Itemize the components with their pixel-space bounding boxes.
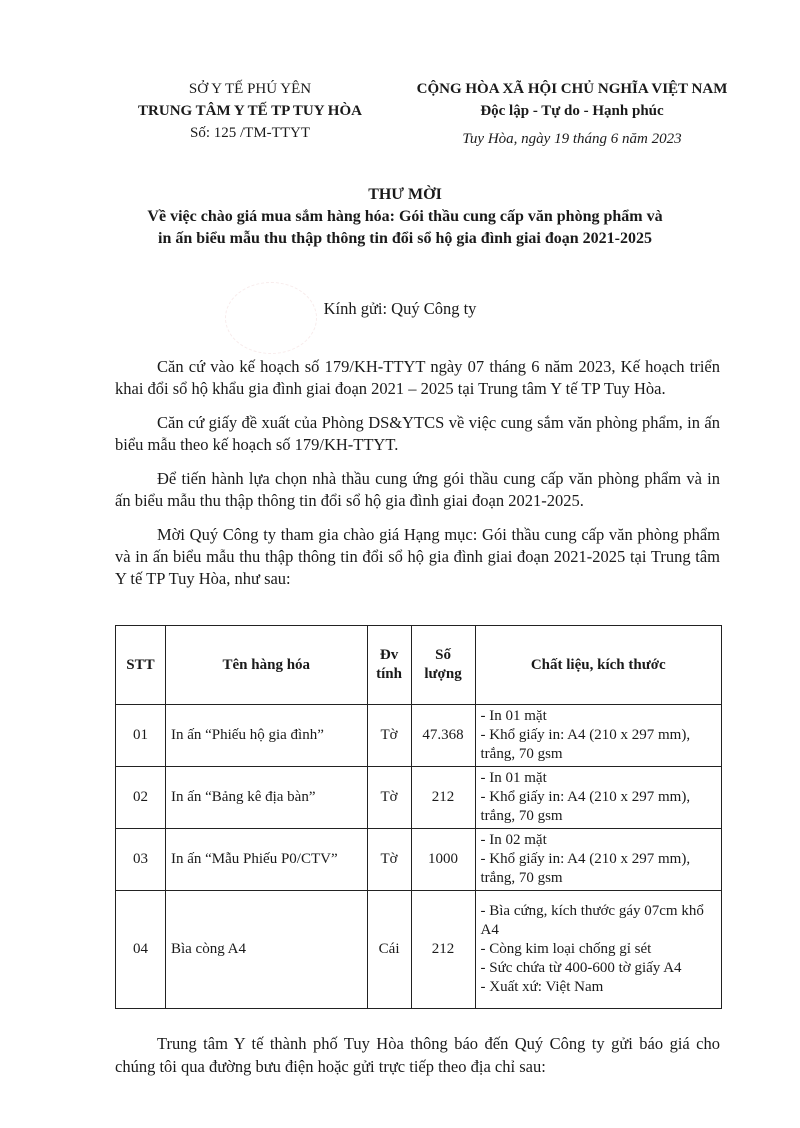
- row-stt: 01: [116, 705, 166, 767]
- goods-table: [115, 625, 722, 1009]
- closing-text: [115, 1032, 720, 1078]
- row-spec: [475, 767, 721, 829]
- table-row: [116, 767, 722, 829]
- row-quantity: 1000: [411, 829, 475, 891]
- row-stt: 03: [116, 829, 166, 891]
- paragraph-4: Mời Quý Công ty tham gia chào giá Hạng mục: Gói thầu cung cấp văn phòng phẩm và in ấn biểu mẫu thu thập thông tin đổi sổ hộ gia đình giai đoạn 2021-2025 tại Trung tâm Y tế TP Tuy Hòa, như sau:: [115, 525, 720, 588]
- national-motto: Độc lập - Tự do - Hạnh phúc: [480, 103, 664, 119]
- paragraph-1: Căn cứ vào kế hoạch số 179/KH-TTYT ngày 07 tháng 6 năm 2023, Kế hoạch triển khai đổi sổ hộ khẩu gia đình giai đoạn 2021 – 2025 tại Trung tâm Y tế TP Tuy Hòa.: [115, 357, 720, 398]
- row-unit: Tờ: [367, 829, 411, 891]
- issuer-header: [100, 78, 400, 144]
- spec-line: - In 01 mặt: [480, 770, 547, 786]
- row-item-name: In ấn “Phiếu hộ gia đình”: [165, 705, 367, 767]
- closing-paragraph: Trung tâm Y tế thành phố Tuy Hòa thông báo đến Quý Công ty gửi báo giá cho chúng tôi qua đường bưu điện hoặc gửi trực tiếp theo địa chỉ sau:: [115, 1034, 720, 1076]
- nation-name: CỘNG HÒA XÃ HỘI CHỦ NGHĨA VIỆT NAM: [416, 81, 728, 97]
- spec-line: - Xuất xứ: Việt Nam: [480, 979, 604, 995]
- row-spec: [475, 891, 721, 1009]
- document-number: Số: 125 /TM-TTYT: [190, 125, 310, 141]
- row-item-name: Bìa còng A4: [165, 891, 367, 1009]
- spec-line: - Khổ giấy in: A4 (210 x 297 mm), trắng, 70 gsm: [480, 789, 691, 824]
- subject-line-2: in ấn biểu mẫu thu thập thông tin đổi sổ hộ gia đình giai đoạn 2021-2025: [158, 230, 652, 247]
- organization-name: TRUNG TÂM Y TẾ TP TUY HÒA: [138, 103, 362, 119]
- row-quantity: 212: [411, 891, 475, 1009]
- spec-line: - Sức chứa từ 400-600 tờ giấy A4: [480, 960, 682, 976]
- paragraph-3: Để tiến hành lựa chọn nhà thầu cung ứng gói thầu cung cấp văn phòng phẩm và in ấn biểu mẫu thu thập thông tin đổi sổ hộ gia đình giai đoạn 2021-2025.: [115, 469, 720, 510]
- header-unit-line1: Đv: [379, 647, 399, 663]
- row-unit: Tờ: [367, 705, 411, 767]
- spec-line: - Bìa cứng, kích thước gáy 07cm khổ A4: [480, 903, 704, 938]
- table-row: [116, 829, 722, 891]
- row-item-name: In ấn “Mẫu Phiếu P0/CTV”: [165, 829, 367, 891]
- table-row: [116, 891, 722, 1009]
- table-header-row: [116, 626, 722, 705]
- row-unit: Tờ: [367, 767, 411, 829]
- table-row: [116, 705, 722, 767]
- title-heading: THƯ MỜI: [368, 186, 442, 203]
- row-stt: 02: [116, 767, 166, 829]
- header-unit: [367, 626, 411, 705]
- spec-line: - Khổ giấy in: A4 (210 x 297 mm), trắng, 70 gsm: [480, 727, 691, 762]
- document-title: [90, 184, 720, 250]
- header-quantity: [411, 626, 475, 705]
- header-spec: Chất liệu, kích thước: [475, 626, 721, 705]
- body-text: [115, 356, 720, 602]
- spec-line: - In 02 mặt: [480, 832, 547, 848]
- row-unit: Cái: [367, 891, 411, 1009]
- header-quantity-line2: lượng: [424, 666, 462, 682]
- row-quantity: 47.368: [411, 705, 475, 767]
- spec-line: - In 01 mặt: [480, 708, 547, 724]
- header-unit-line2: tính: [376, 666, 402, 682]
- parent-organization: SỞ Y TẾ PHÚ YÊN: [188, 81, 312, 97]
- salutation: Kính gửi: Quý Công ty: [323, 299, 477, 318]
- header-item-name: Tên hàng hóa: [165, 626, 367, 705]
- row-stt: 04: [116, 891, 166, 1009]
- row-item-name: In ấn “Bảng kê địa bàn”: [165, 767, 367, 829]
- row-spec: [475, 705, 721, 767]
- header-quantity-line1: Số: [435, 647, 451, 663]
- row-spec: [475, 829, 721, 891]
- subject-line-1: Về việc chào giá mua sắm hàng hóa: Gói thầu cung cấp văn phòng phẩm và: [147, 208, 663, 225]
- spec-line: - Còng kim loại chống gỉ sét: [480, 941, 652, 957]
- document-date: Tuy Hòa, ngày 19 tháng 6 năm 2023: [462, 131, 682, 147]
- paragraph-2: Căn cứ giấy đề xuất của Phòng DS&YTCS về việc cung sắm văn phòng phẩm, in ấn biểu mẫu theo kế hoạch số 179/KH-TTYT.: [115, 413, 720, 454]
- header-stt: STT: [116, 626, 166, 705]
- row-quantity: 212: [411, 767, 475, 829]
- spec-line: - Khổ giấy in: A4 (210 x 297 mm), trắng, 70 gsm: [480, 851, 691, 886]
- national-header: [392, 78, 752, 150]
